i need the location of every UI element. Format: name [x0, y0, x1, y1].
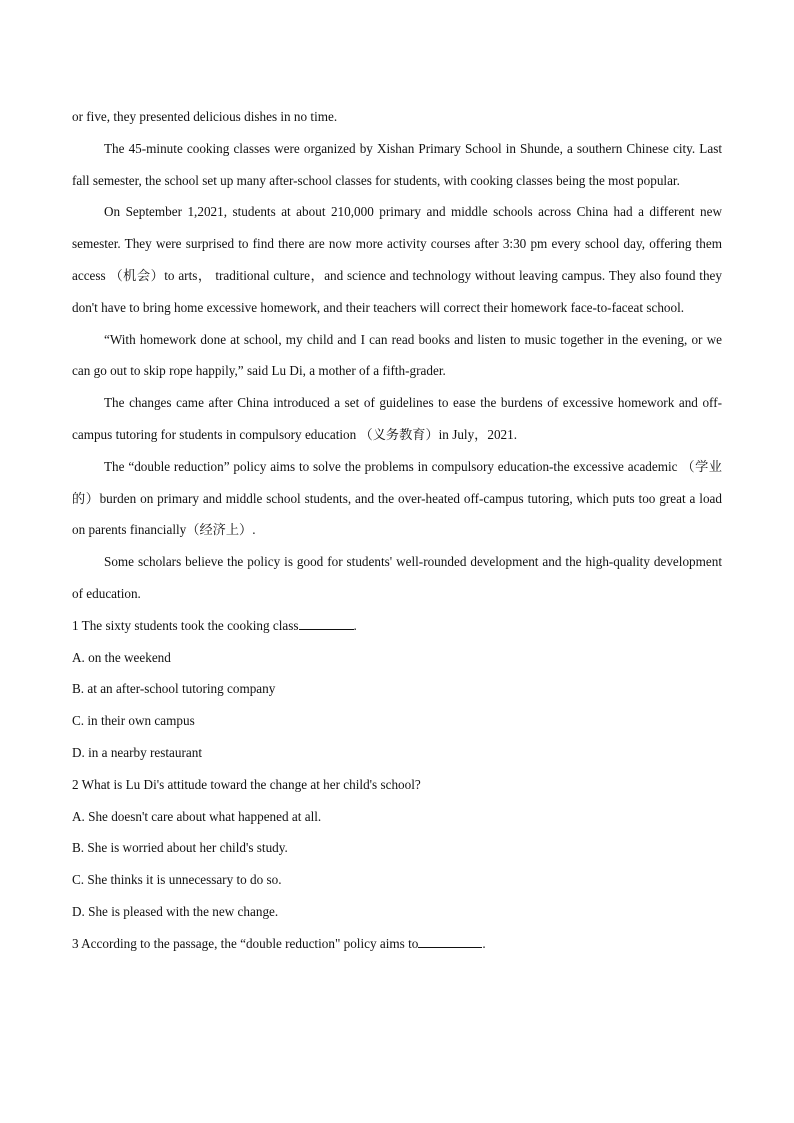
- question-text: 3 According to the passage, the “double reduction" policy aims to: [72, 935, 419, 951]
- answer-option: A. She doesn't care about what happened at all.: [72, 808, 322, 824]
- question-punctuation: .: [482, 935, 486, 951]
- passage-paragraph: or five, they presented delicious dishes in no time.: [72, 109, 338, 124]
- question-stem: [72, 928, 722, 960]
- answer-option: B. She is worried about her child's study.: [72, 840, 288, 856]
- answer-option: C. in their own campus: [72, 713, 195, 729]
- passage-paragraph: The 45-minute cooking classes were organized by Xishan Primary School in Shunde, a southern Chinese city. Last fall semester, the school set up many after-school classes for students, with cooking classes being the most popular.: [72, 140, 722, 188]
- question-text: 1 The sixty students took the cooking class: [72, 617, 299, 633]
- passage-paragraph: The changes came after China introduced a set of guidelines to ease the burdens of excessive homework and off-campus tutoring for students in compulsory education （义务教育）in July，2021.: [72, 395, 722, 442]
- answer-option: D. in a nearby restaurant: [72, 744, 202, 760]
- answer-blank: [418, 935, 482, 948]
- passage-paragraph: “With homework done at school, my child and I can read books and listen to music together in the evening, or we can go out to skip rope happily,” said Lu Di, a mother of a fifth-grader.: [72, 331, 722, 379]
- question-punctuation: .: [353, 617, 357, 633]
- answer-option: B. at an after-school tutoring company: [72, 681, 276, 697]
- document-content: [72, 101, 722, 960]
- answer-blank: [299, 617, 354, 630]
- passage-paragraph: On September 1,2021, students at about 210,000 primary and middle schools across China had a different new semester. They were surprised to find there are now more activity courses after 3:30 pm every school day, offering them access （机会）to arts， traditional culture，and science and technology without leaving campus. They also found they don't have to bring home excessive homework, and their teachers will correct their homework face-to-faceat school.: [72, 204, 722, 315]
- answer-option: C. She thinks it is unnecessary to do so.: [72, 872, 282, 888]
- answer-option: D. She is pleased with the new change.: [72, 903, 279, 919]
- passage-paragraph: Some scholars believe the policy is good for students' well-rounded development and the high-quality development of education.: [72, 554, 722, 601]
- question-stem: [72, 610, 722, 642]
- answer-option: A. on the weekend: [72, 649, 171, 665]
- question-stem: 2 What is Lu Di's attitude toward the change at her child's school?: [72, 776, 421, 792]
- passage-paragraph: The “double reduction” policy aims to solve the problems in compulsory education-the excessive academic （学业的）burden on primary and middle school students, and the over-heated off-campus tutoring, which puts too great a load on parents financially（经济上）.: [72, 458, 722, 538]
